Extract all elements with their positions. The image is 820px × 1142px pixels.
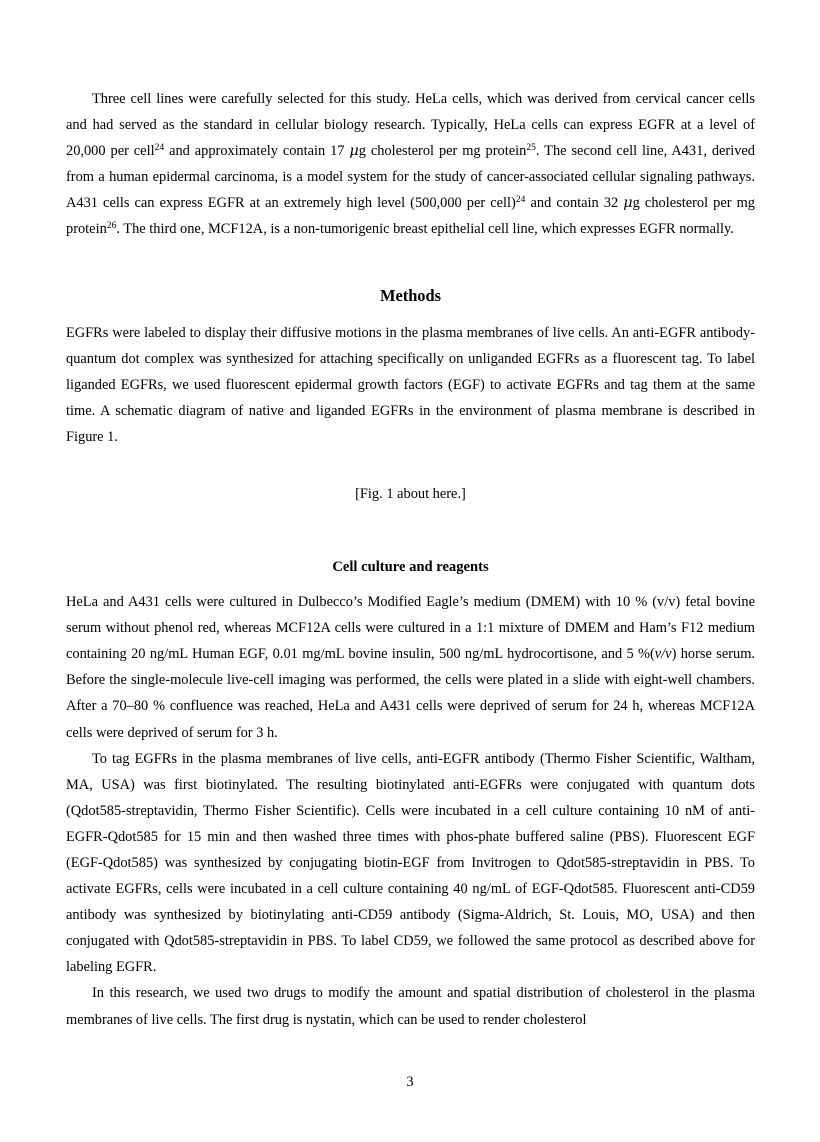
para-text-segment: g cholesterol per mg protein bbox=[358, 143, 527, 160]
paragraph-cell-lines bbox=[66, 86, 755, 243]
citation-marker-24b: 24 bbox=[515, 194, 526, 206]
page-content bbox=[66, 86, 755, 1033]
italic-vv: v/v bbox=[654, 646, 672, 663]
spacer bbox=[66, 450, 755, 481]
para-text-segment: and contain 32 bbox=[525, 195, 624, 212]
paragraph-cell-culture bbox=[66, 589, 755, 746]
spacer bbox=[66, 507, 755, 554]
spacer bbox=[66, 580, 755, 589]
subsection-heading-cell-culture: Cell culture and reagents bbox=[332, 559, 489, 576]
mu-symbol: μ bbox=[623, 195, 633, 212]
figure-placeholder-note: [Fig. 1 about here.] bbox=[355, 486, 466, 503]
paragraph-methods-intro: EGFRs were labeled to display their diffusive motions in the plasma membranes of live cells. An anti-EGFR antibody-quantum dot complex was synthesized for attaching specifically on unliganded EGFRs as a fluorescent tag. To label liganded EGFRs, we used fluorescent epidermal growth factors (EGF) to activate EGFRs and tag them at the same time. A schematic diagram of native and liganded EGFRs in the environment of plasma membrane is described in Figure 1. bbox=[66, 324, 755, 445]
para-text-segment: . The second cell line, A431, derived from a human epidermal carcinoma, is a model system for the study of cancer-associated cellular signaling pathways. A431 cells can express EGFR at an extremely high level (500,000 per cell) bbox=[66, 143, 755, 212]
para-text-segment: and approximately contain 17 bbox=[164, 143, 350, 160]
para-text-segment: g cholesterol per mg protein bbox=[66, 195, 756, 238]
citation-marker-26: 26 bbox=[106, 220, 117, 232]
citation-marker-24a: 24 bbox=[154, 142, 165, 154]
page-number: 3 bbox=[406, 1074, 414, 1090]
spacer bbox=[66, 309, 755, 320]
paragraph-drugs: In this research, we used two drugs to modify the amount and spatial distribution of cholesterol in the plasma membranes of live cells. The first drug is nystatin, which can be used to render cholesterol bbox=[66, 985, 755, 1028]
para-text-segment: ) horse serum. Before the single-molecule live-cell imaging was performed, the cells were plated in a slide with eight-well chambers. After a 70–80 % confluence was reached, HeLa and A431 cells were deprived of serum for 24 h, whereas MCF12A cells were deprived of serum for 3 h. bbox=[66, 646, 755, 741]
para-text-segment: Three cell lines were carefully selected for this study. HeLa cells, which was derived from cervical cancer cells and had served as the standard in cellular biology research. Typically, HeLa cells can express EGFR at a level of 20,000 per cell bbox=[66, 91, 755, 160]
para-text-segment: . The third one, MCF12A, is a non-tumorigenic breast epithelial cell line, which expresses EGFR normally. bbox=[116, 221, 734, 238]
para-text-segment: HeLa and A431 cells were cultured in Dulbecco’s Modified Eagle’s medium (DMEM) with 10 % (v/v) fetal bovine serum without phenol red, whereas MCF12A cells were cultured in a 1:1 mixture of DMEM and Ham’s F12 medium containing 20 ng/mL Human EGF, 0.01 mg/mL bovine insulin, 500 ng/mL hydrocortisone, and 5 %( bbox=[66, 594, 755, 663]
spacer bbox=[66, 243, 755, 283]
citation-marker-25: 25 bbox=[526, 142, 536, 154]
section-heading-methods: Methods bbox=[379, 285, 441, 305]
paragraph-tagging: To tag EGFRs in the plasma membranes of live cells, anti-EGFR antibody (Thermo Fisher Scientific, Waltham, MA, USA) was first biotinylated. The resulting biotinylated anti-EGFRs were conjugated with quantum dots (Qdot585-streptavidin, Thermo Fisher Scientific). Cells were incubated in a cell culture containing 10 nM of anti-EGFR-Qdot585 for 15 min and then washed three times with phos-phate buffered saline (PBS). Fluorescent EGF (EGF-Qdot585) was synthesized by conjugating biotin-EGF from Invitrogen to Qdot585-streptavidin in PBS. To activate EGFRs, cells were incubated in a cell culture containing 40 ng/mL of EGF-Qdot585. Fluorescent anti-CD59 antibody was synthesized by biotinylating anti-CD59 antibody (Sigma-Aldrich, St. Louis, MO, USA) and then conjugated with Qdot585-streptavidin in PBS. To label CD59, we followed the same protocol as described above for labeling EGFR. bbox=[66, 750, 755, 976]
mu-symbol: μ bbox=[349, 143, 359, 160]
